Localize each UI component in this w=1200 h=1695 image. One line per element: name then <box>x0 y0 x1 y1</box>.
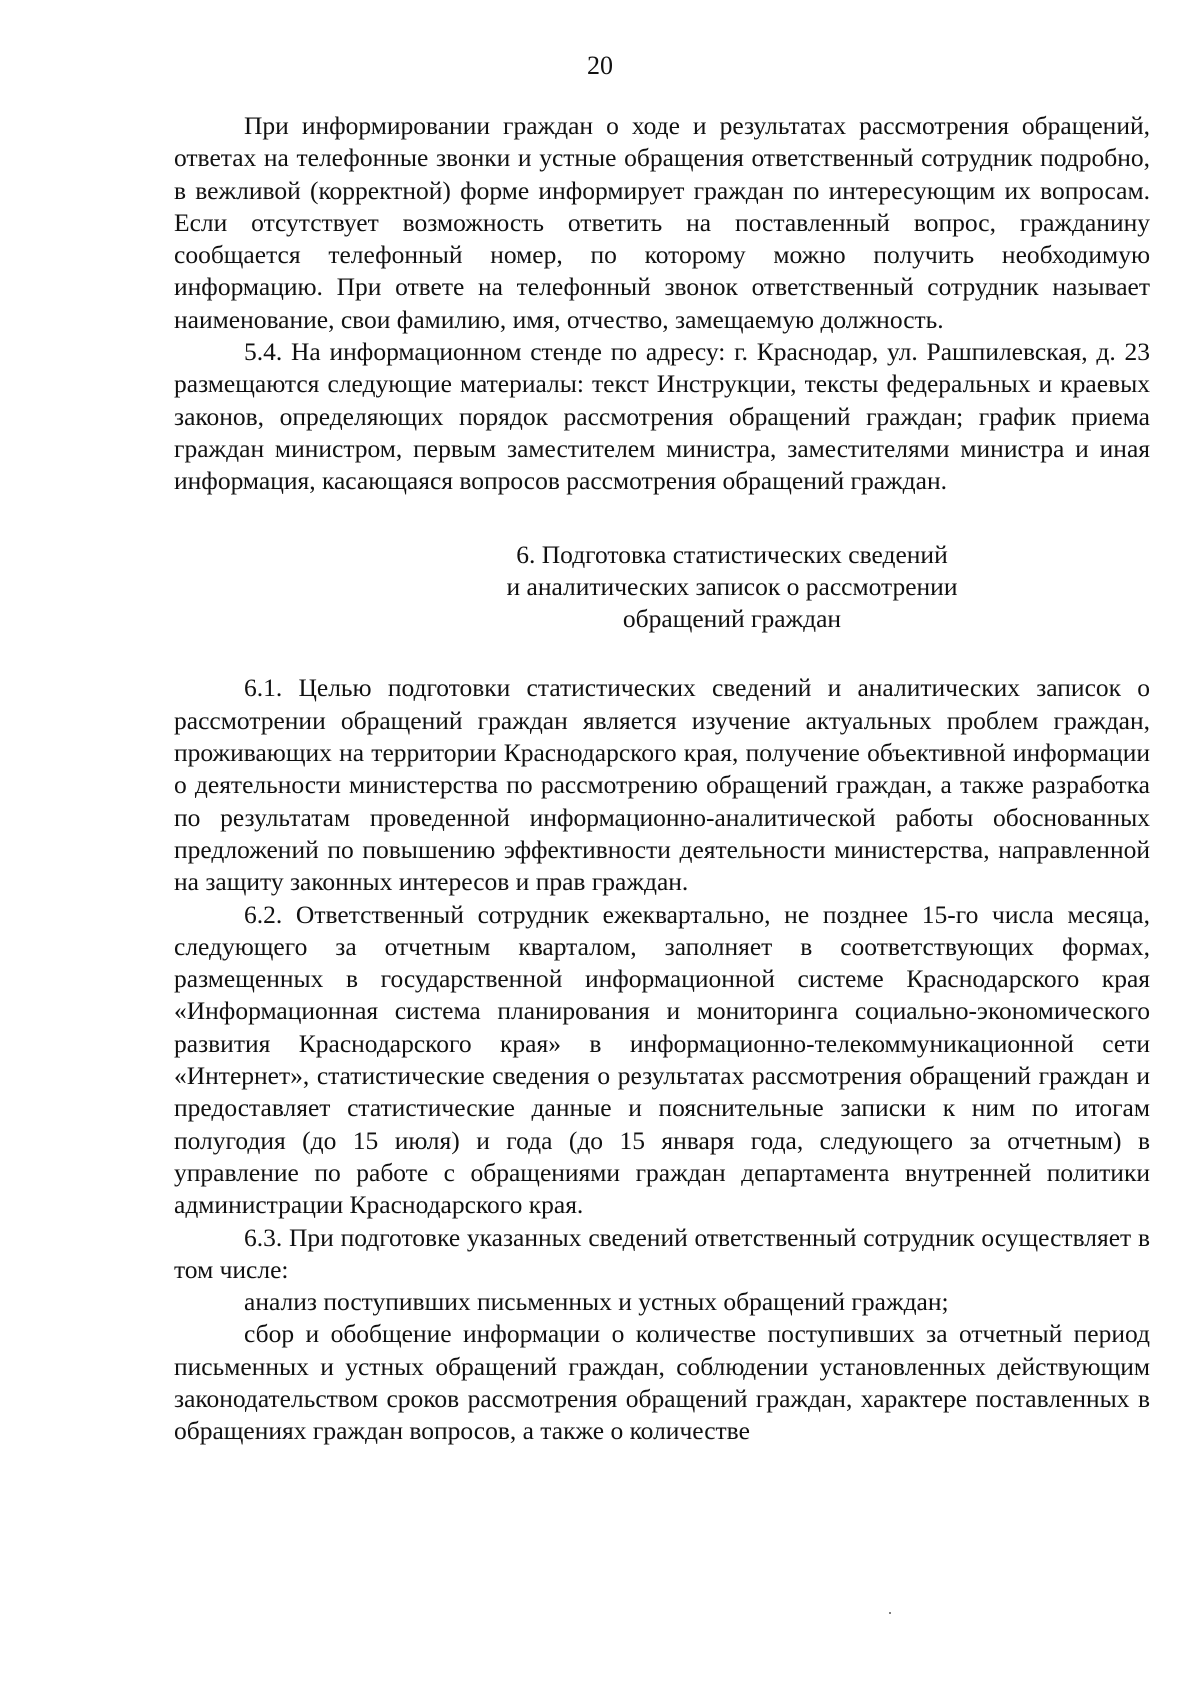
section-heading-line-2: и аналитических записок о рассмотрении <box>506 571 958 601</box>
paragraph-6-3: 6.3. При подготовке указанных сведений ответственный сотрудник осуществляет в том числе: <box>174 1222 1150 1284</box>
paragraph-6-2: 6.2. Ответственный сотрудник ежеквартально, не позднее 15-го числа месяца, следующего за отчетным кварталом, заполняет в соответствующих формах, размещенных в государственной информационной системе Краснодарского края «Информационная система планирования и мониторинга социально-экономического развития Краснодарского края» в информационно-телекоммуникационной сети «Интернет», статистические сведения о результатах рассмотрения обращений граждан и предоставляет статистические данные и пояснительные записки к ним по итогам полугодия (до 15 июля) и года (до 15 января года, следующего за отчетным) в управление по работе с обращениями граждан департамента внутренней политики администрации Краснодарского края. <box>174 899 1150 1220</box>
paragraph-5-4: 5.4. На информационном стенде по адресу: г. Краснодар, ул. Рашпилевская, д. 23 размещаются следующие материалы: текст Инструкции, тексты федеральных и краевых законов, определяющих порядок рассмотрения обращений граждан; график приема граждан министром, первым заместителем министра, заместителями министра и иная информация, касающаяся вопросов рассмотрения обращений граждан. <box>174 337 1150 496</box>
list-item-analysis: анализ поступивших письменных и устных обращений граждан; <box>244 1287 949 1317</box>
page-number: 20 <box>587 51 613 80</box>
section-heading-line-3: обращений граждан <box>622 604 842 634</box>
paragraph-informing-citizens: При информировании граждан о ходе и результатах рассмотрения обращений, ответах на телефонные звонки и устные обращения ответственный сотрудник подробно, в вежливой (корректной) форме информирует граждан по интересующим их вопросам. Если отсутствует возможность ответить на поставленный вопрос, гражданину сообщается телефонный номер, по которому можно получить необходимую информацию. При ответе на телефонный звонок ответственный сотрудник называет наименование, свои фамилию, имя, отчество, замещаемую должность. <box>174 111 1150 334</box>
section-heading-line-1: 6. Подготовка статистических сведений <box>516 539 948 569</box>
paragraph-6-1: 6.1. Целью подготовки статистических сведений и аналитических записок о рассмотрении обращений граждан является изучение актуальных проблем граждан, проживающих на территории Краснодарского края, получение объективной информации о деятельности министерства по рассмотрению обращений граждан, а также разработка по результатам проведенной информационно-аналитической работы обоснованных предложений по повышению эффективности деятельности министерства, направленной на защиту законных интересов и прав граждан. <box>174 673 1150 897</box>
scan-speck <box>889 1612 891 1614</box>
list-item-collection: сбор и обобщение информации о количестве поступивших за отчетный период письменных и устных обращений граждан, соблюдении установленных действующим законодательством сроков рассмотрения обращений граждан, характере поставленных в обращениях граждан вопросов, а также о количестве <box>174 1319 1150 1446</box>
document-body <box>174 110 1150 1448</box>
section-heading-6 <box>174 539 1150 636</box>
